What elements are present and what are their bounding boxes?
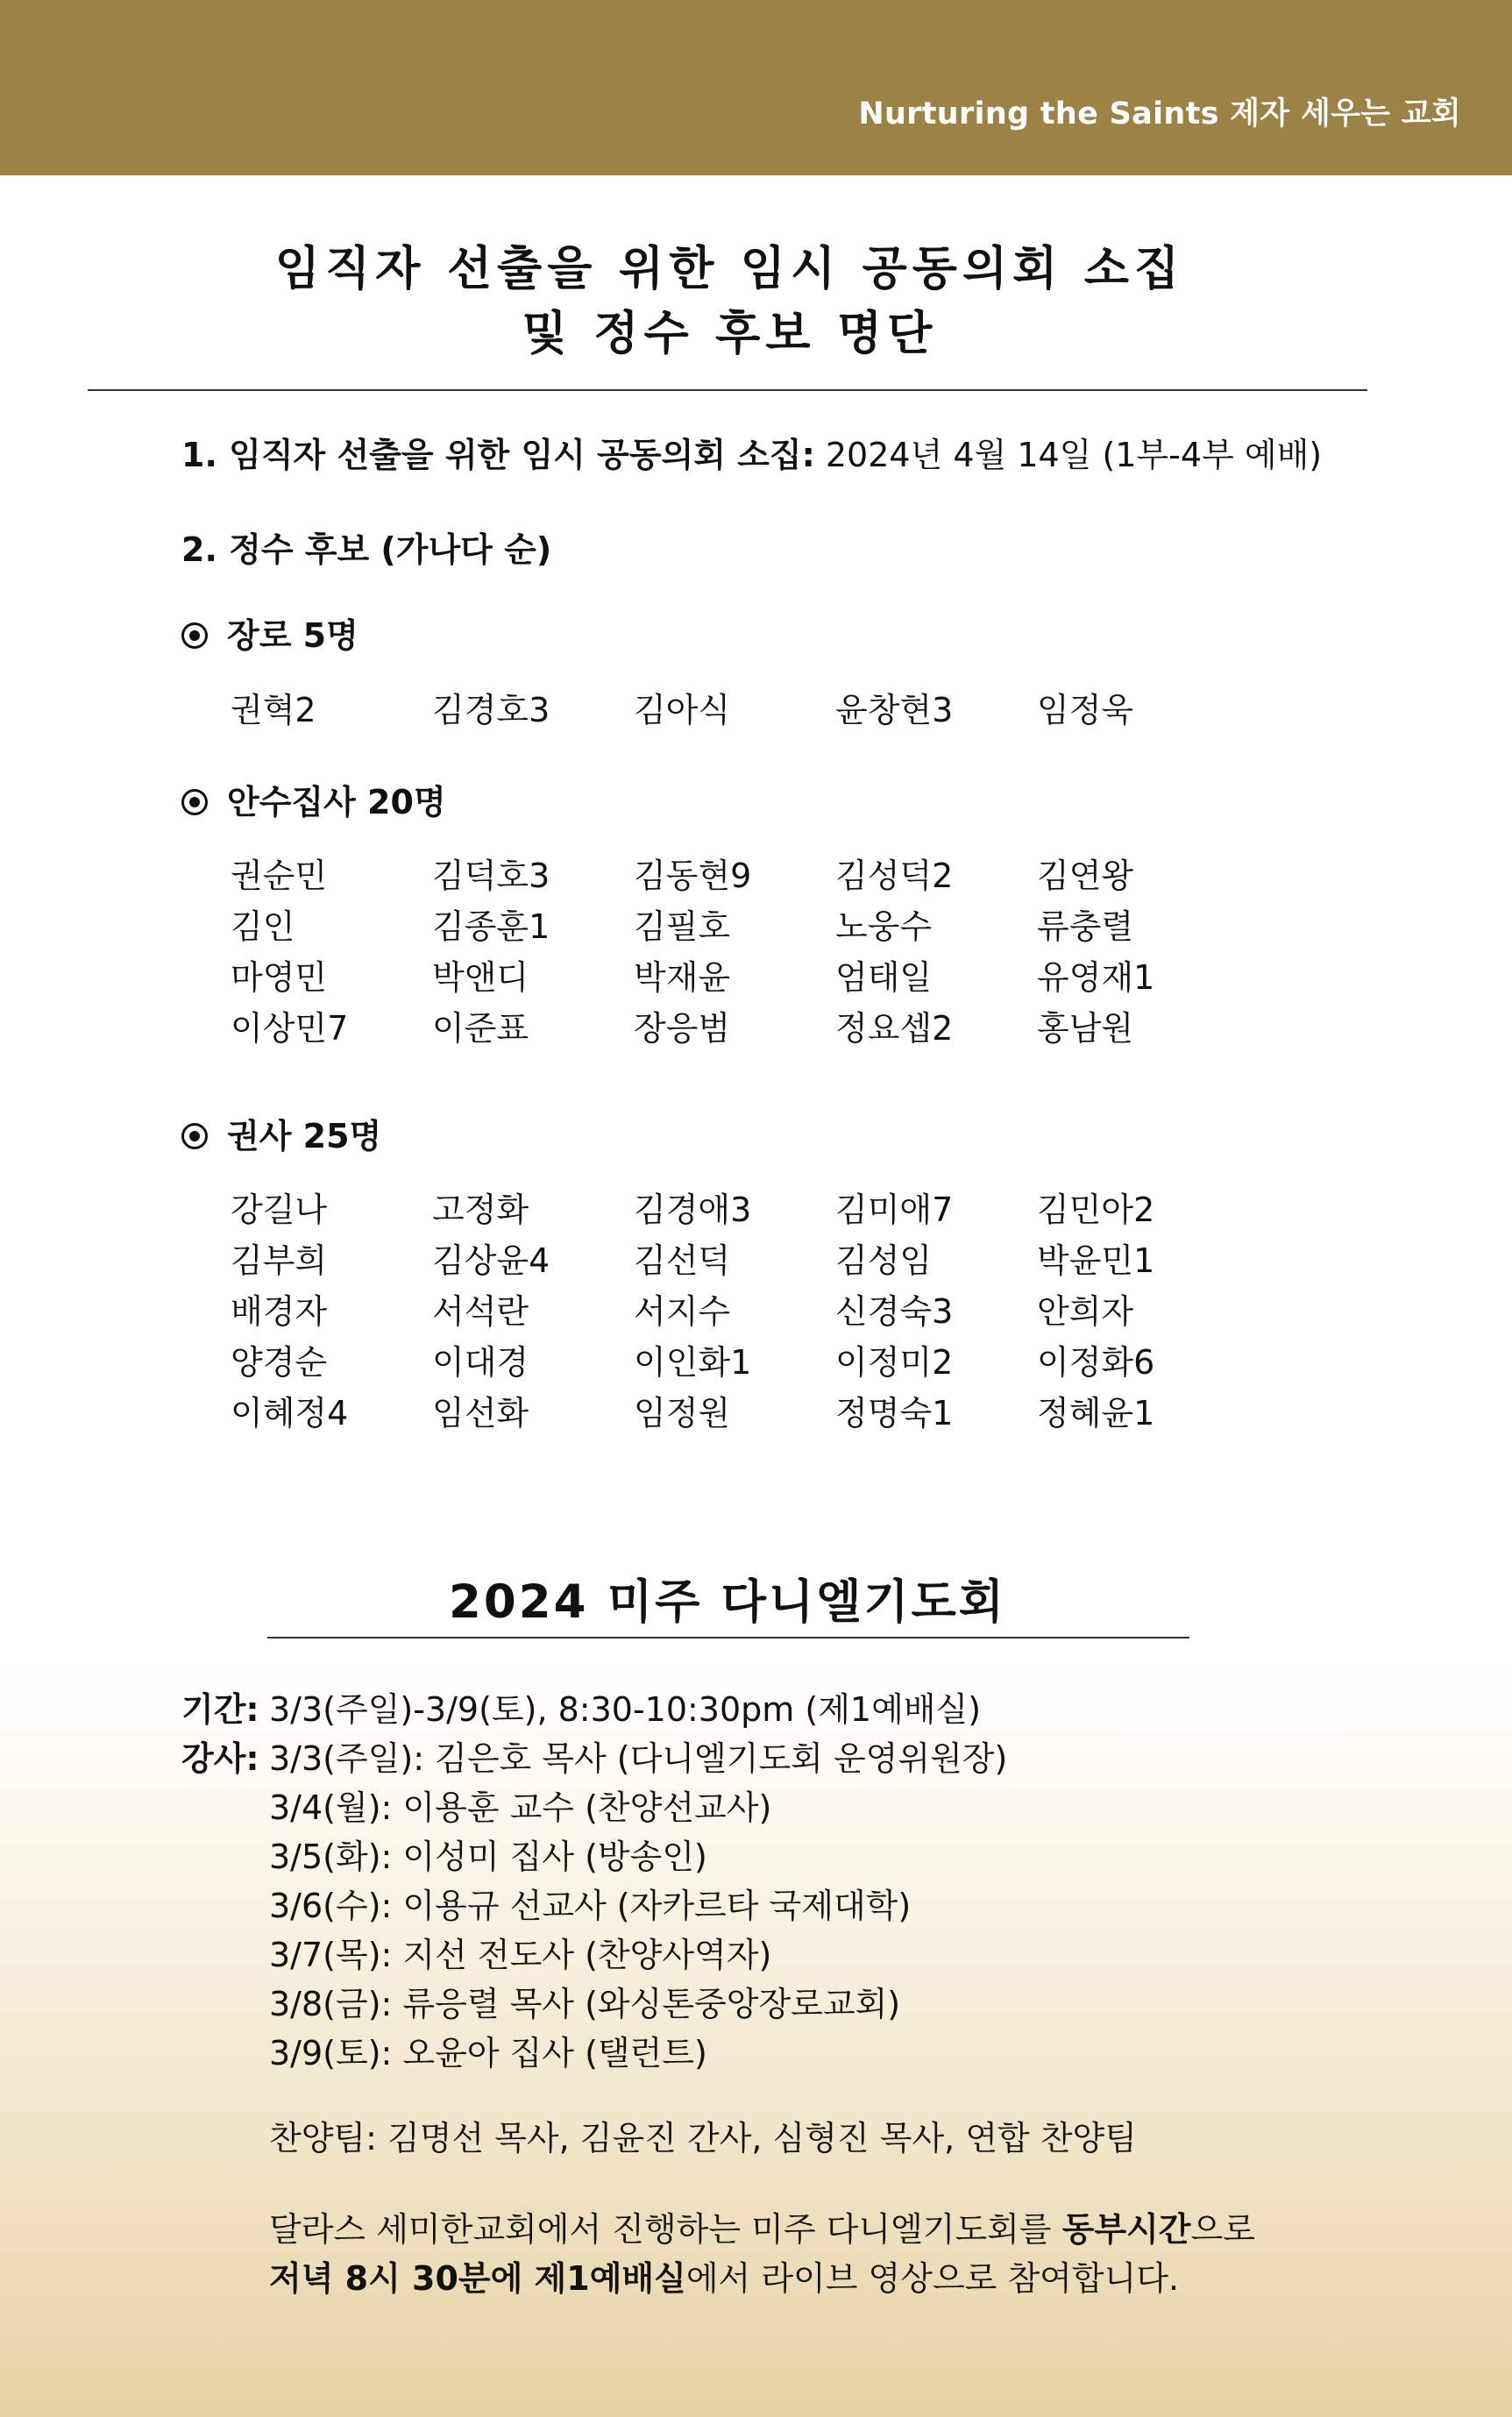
candidate-name: 윤창현3 bbox=[835, 690, 954, 729]
title-line-1: 임직자 선출을 위한 임시 공동의회 소집 bbox=[274, 242, 1185, 295]
candidate-name: 서석란 bbox=[432, 1291, 529, 1331]
participation-note bbox=[269, 2205, 1255, 2303]
note-emphasis: 동부시간 bbox=[1061, 2210, 1191, 2249]
candidate-name: 김성덕2 bbox=[835, 856, 954, 895]
candidate-name: 류충렬 bbox=[1037, 906, 1134, 946]
elders-list bbox=[231, 681, 1239, 732]
candidate-name: 정요셉2 bbox=[835, 1008, 954, 1048]
item-1-value: 2024년 4월 14일 (1부-4부 예배) bbox=[825, 436, 1323, 474]
kwonsa-heading bbox=[181, 1114, 381, 1158]
candidate-name: 김부희 bbox=[231, 1240, 328, 1280]
candidate-name: 고정화 bbox=[432, 1190, 529, 1229]
candidate-name: 김연왕 bbox=[1037, 856, 1134, 895]
prayer-title-divider bbox=[267, 1637, 1189, 1639]
deacons-list bbox=[231, 847, 1239, 1050]
note-emphasis: 저녁 8시 30분에 제1예배실 bbox=[269, 2259, 686, 2298]
candidate-name: 마영민 bbox=[231, 957, 328, 997]
candidate-name: 김덕호3 bbox=[432, 856, 550, 895]
kwonsa-heading-text: 권사 25명 bbox=[227, 1117, 382, 1155]
candidate-name: 김인 bbox=[231, 906, 295, 946]
name-row bbox=[231, 999, 1239, 1050]
speaker-item: 3/5(화): 이성미 집사 (방송인) bbox=[269, 1838, 707, 1876]
candidate-name: 김필호 bbox=[634, 906, 731, 946]
speaker-row bbox=[181, 2029, 1007, 2078]
period-value: 3/3(주일)-3/9(토), 8:30-10:30pm (제1예배실) bbox=[269, 1690, 982, 1729]
title-divider bbox=[88, 389, 1367, 391]
name-row bbox=[231, 847, 1239, 898]
period-row bbox=[181, 1685, 1007, 1734]
candidate-name: 유영재1 bbox=[1037, 957, 1155, 997]
period-label: 기간: bbox=[181, 1690, 259, 1729]
candidate-name: 김종훈1 bbox=[432, 906, 550, 946]
speaker-row bbox=[181, 1734, 1007, 1783]
speaker-item: 3/4(월): 이용훈 교수 (찬양선교사) bbox=[269, 1788, 772, 1827]
prayer-info bbox=[181, 1685, 1007, 2078]
name-row bbox=[231, 1181, 1239, 1232]
elders-heading-text: 장로 5명 bbox=[227, 616, 358, 655]
candidate-name: 박윤민1 bbox=[1037, 1240, 1155, 1280]
name-row bbox=[231, 1232, 1239, 1283]
deacons-heading bbox=[181, 780, 446, 824]
speaker-item: 3/8(금): 류응렬 목사 (와싱톤중앙장로교회) bbox=[269, 1985, 901, 2023]
prayer-title: 2024 미주 다니엘기도회 bbox=[449, 1575, 1006, 1629]
candidate-name: 이준표 bbox=[432, 1008, 529, 1048]
page-title bbox=[88, 237, 1372, 366]
note-text: 으로 bbox=[1190, 2210, 1255, 2249]
candidate-name: 김상윤4 bbox=[432, 1240, 550, 1280]
candidate-name: 임정원 bbox=[634, 1393, 731, 1432]
candidate-name: 이정화6 bbox=[1037, 1342, 1155, 1382]
speaker-item: 3/6(수): 이용규 선교사 (자카르타 국제대학) bbox=[269, 1887, 912, 1925]
candidate-name: 정명숙1 bbox=[835, 1393, 954, 1432]
candidate-name: 신경숙3 bbox=[835, 1291, 954, 1331]
note-text: 달라스 세미한교회에서 진행하는 미주 다니엘기도회를 bbox=[269, 2210, 1062, 2249]
note-line-2 bbox=[269, 2254, 1255, 2303]
elders-heading bbox=[181, 614, 358, 658]
candidate-name: 양경순 bbox=[231, 1342, 328, 1382]
candidate-name: 노웅수 bbox=[835, 906, 933, 946]
title-line-2: 및 정수 후보 명단 bbox=[522, 307, 938, 360]
church-tagline: Nurturing the Saints 제자 세우는 교회 bbox=[858, 96, 1461, 132]
speaker-row bbox=[181, 1832, 1007, 1881]
name-row bbox=[231, 681, 1239, 732]
kwonsa-list bbox=[231, 1181, 1239, 1435]
candidate-name: 박재윤 bbox=[634, 957, 731, 997]
candidate-name: 이상민7 bbox=[231, 1008, 349, 1048]
worship-team: 찬양팀: 김명선 목사, 김윤진 간사, 심형진 목사, 연합 찬양팀 bbox=[269, 2119, 1137, 2158]
candidate-name: 권혁2 bbox=[231, 690, 316, 729]
name-row bbox=[231, 1384, 1239, 1435]
candidate-name: 이인화1 bbox=[634, 1342, 752, 1382]
item-1-label: 1. 임직자 선출을 위한 임시 공동의회 소집: bbox=[181, 436, 815, 474]
speaker-item: 3/7(목): 지선 전도사 (찬양사역자) bbox=[269, 1936, 772, 1974]
candidate-name: 김동현9 bbox=[634, 856, 752, 895]
candidate-name: 정혜윤1 bbox=[1037, 1393, 1155, 1432]
candidate-name: 안희자 bbox=[1037, 1291, 1134, 1331]
candidate-name: 이대경 bbox=[432, 1342, 529, 1382]
speakers-label: 강사: bbox=[181, 1739, 259, 1778]
candidate-name: 임선화 bbox=[432, 1393, 529, 1432]
candidate-name: 권순민 bbox=[231, 856, 328, 895]
candidate-name: 장응범 bbox=[634, 1008, 731, 1048]
note-line-1 bbox=[269, 2205, 1255, 2254]
speaker-row bbox=[181, 1930, 1007, 1980]
candidate-name: 김민아2 bbox=[1037, 1190, 1155, 1229]
candidate-name: 김경애3 bbox=[634, 1190, 752, 1229]
speaker-item: 3/9(토): 오윤아 집사 (탤런트) bbox=[269, 2034, 707, 2072]
item-2: 2. 정수 후보 (가나다 순) bbox=[181, 530, 552, 569]
candidate-name: 김아식 bbox=[634, 690, 731, 729]
candidate-name: 서지수 bbox=[634, 1291, 731, 1331]
candidate-name: 엄태일 bbox=[835, 957, 933, 997]
item-1 bbox=[181, 433, 1322, 477]
radio-bullet-icon bbox=[181, 789, 208, 815]
name-row bbox=[231, 1333, 1239, 1384]
name-row bbox=[231, 949, 1239, 999]
candidate-name: 임정욱 bbox=[1037, 690, 1134, 729]
speaker-row bbox=[181, 1980, 1007, 2029]
candidate-name: 배경자 bbox=[231, 1291, 328, 1331]
name-row bbox=[231, 898, 1239, 949]
candidate-name: 김선덕 bbox=[634, 1240, 731, 1280]
candidate-name: 김성임 bbox=[835, 1240, 933, 1280]
name-row bbox=[231, 1283, 1239, 1333]
speaker-row bbox=[181, 1783, 1007, 1832]
radio-bullet-icon bbox=[181, 1123, 208, 1149]
candidate-name: 이정미2 bbox=[835, 1342, 954, 1382]
candidate-name: 홍남원 bbox=[1037, 1008, 1134, 1048]
header-band bbox=[0, 0, 1512, 175]
speaker-item: 3/3(주일): 김은호 목사 (다니엘기도회 운영위원장) bbox=[269, 1739, 1008, 1778]
speaker-row bbox=[181, 1881, 1007, 1930]
candidate-name: 김경호3 bbox=[432, 690, 550, 729]
radio-bullet-icon bbox=[181, 622, 208, 649]
deacons-heading-text: 안수집사 20명 bbox=[227, 783, 446, 821]
note-text: 에서 라이브 영상으로 참여합니다. bbox=[685, 2259, 1180, 2298]
candidate-name: 이혜정4 bbox=[231, 1393, 349, 1432]
candidate-name: 박앤디 bbox=[432, 957, 529, 997]
candidate-name: 강길나 bbox=[231, 1190, 328, 1229]
candidate-name: 김미애7 bbox=[835, 1190, 954, 1229]
